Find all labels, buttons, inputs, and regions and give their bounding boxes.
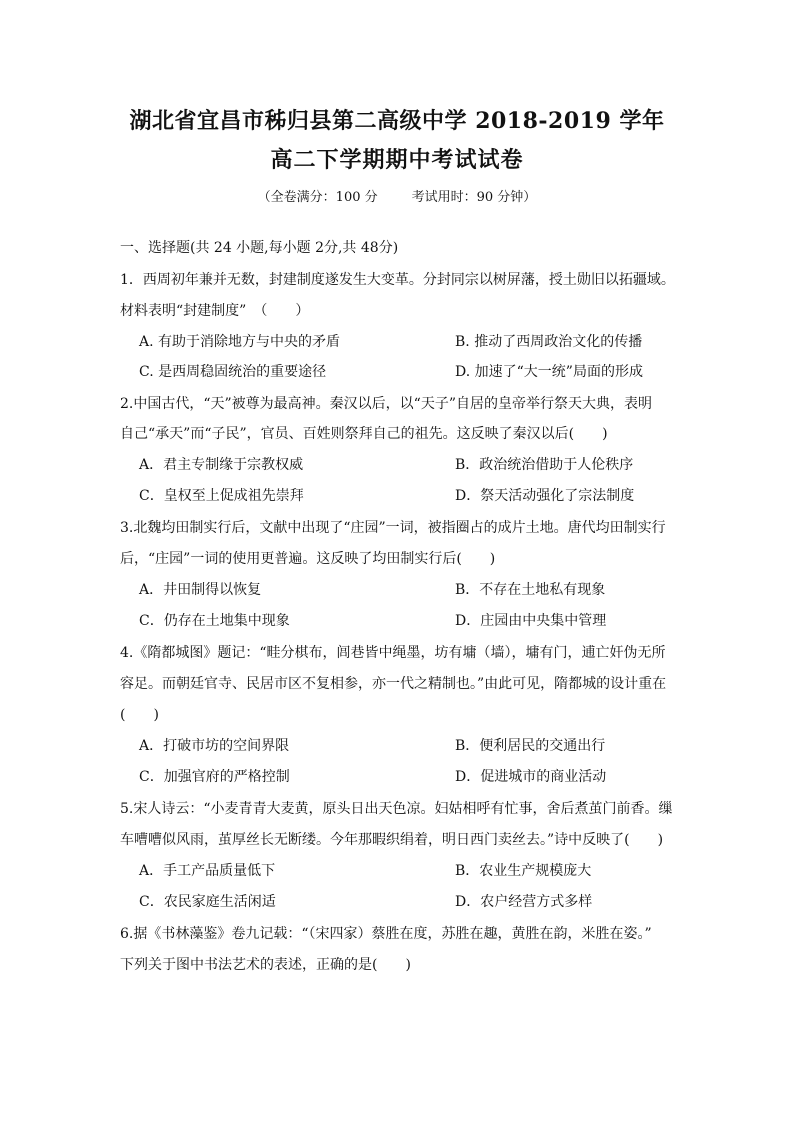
exam-info <box>0 186 794 205</box>
full-score: （全卷满分：100 分 <box>257 190 378 205</box>
exam-time: 考试用时：90 分钟） <box>411 190 537 205</box>
question-1-option-a: A. 有助于消除地方与中央的矛盾 <box>139 334 341 350</box>
question-1-option-b: B. 推动了西周政治文化的传播 <box>455 334 643 350</box>
exam-subtitle: 高二下学期期中考试试卷 <box>270 147 524 173</box>
question-5-option-d: D．农户经营方式多样 <box>455 894 593 910</box>
question-2-line-2: 自己“承天”而“子民”，官员、百姓则祭拜自己的祖先。这反映了秦汉以后( ) <box>120 426 608 442</box>
question-3-option-c: C．仍存在土地集中现象 <box>139 613 290 629</box>
question-6-line-1: 6.据《书林藻鉴》卷九记载：“（宋四家）蔡胜在度，苏胜在趣，黄胜在韵，米胜在姿。” <box>120 926 652 942</box>
question-5-line-1: 5.宋人诗云：“小麦青青大麦黄，原头日出天色凉。妇姑相呼有忙事，舍后煮茧门前香。缫 <box>120 801 673 817</box>
question-5-option-c: C．农民家庭生活闲适 <box>139 894 276 910</box>
question-3-option-d: D．庄园由中央集中管理 <box>455 613 607 629</box>
question-5-line-2: 车嘈嘈似风雨，茧厚丝长无断缕。今年那暇织绢着，明日西门卖丝去。”诗中反映了( ) <box>120 832 664 848</box>
question-4-option-b: B．便利居民的交通出行 <box>455 738 606 754</box>
question-3-line-1: 3.北魏均田制实行后，文献中出现了“庄园”一词，被指圈占的成片土地。唐代均田制实行 <box>120 520 666 536</box>
question-3-option-a: A．井田制得以恢复 <box>139 582 262 598</box>
section-heading: 一、选择题(共 24 小题,每小题 2分,共 48分) <box>120 240 399 256</box>
question-4-option-d: D．促进城市的商业活动 <box>455 769 607 785</box>
question-1-option-d: D. 加速了“大一统”局面的形成 <box>455 364 643 380</box>
question-1-line-2: 材料表明“封建制度” （ ） <box>120 303 310 319</box>
question-6-line-2: 下列关于图中书法艺术的表述，正确的是( ) <box>120 957 411 973</box>
question-4-option-c: C．加强官府的严格控制 <box>139 769 290 785</box>
question-5-option-b: B．农业生产规模庞大 <box>455 863 592 879</box>
question-4-line-1: 4.《隋都城图》题记：“畦分棋布，闾巷皆中绳墨，坊有墉（墙），墉有门，逋亡奸伪无所 <box>120 645 666 661</box>
question-3-line-2: 后，“庄园”一词的使用更普遍。这反映了均田制实行后( ) <box>120 551 496 567</box>
question-3-option-b: B．不存在土地私有现象 <box>455 582 606 598</box>
question-1-line-1: 1．西周初年兼并无数，封建制度遂发生大变革。分封同宗以树屏藩，授土勋旧以拓疆域。 <box>120 272 675 288</box>
question-2-option-d: D．祭天活动强化了宗法制度 <box>455 488 635 504</box>
exam-title: 湖北省宜昌市秭归县第二高级中学 2018-2019 学年 <box>129 108 665 134</box>
question-5-option-a: A．手工产品质量低下 <box>139 863 276 879</box>
question-4-option-a: A．打破市坊的空间界限 <box>139 738 290 754</box>
question-2-option-b: B．政治统治借助于人伦秩序 <box>455 457 634 473</box>
question-2-option-a: A．君主专制缘于宗教权威 <box>139 457 304 473</box>
question-4-line-2: 容足。而朝廷官寺、民居市区不复相参，亦一代之精制也。”由此可见，隋都城的设计重在 <box>120 676 667 692</box>
question-4-line-3: ( ) <box>120 707 159 723</box>
question-2-line-1: 2.中国古代，“天”被尊为最高神。秦汉以后，以“天子”自居的皇帝举行祭天大典，表明 <box>120 396 652 412</box>
question-2-option-c: C．皇权至上促成祖先崇拜 <box>139 488 304 504</box>
question-1-option-c: C. 是西周稳固统治的重要途径 <box>139 364 327 380</box>
